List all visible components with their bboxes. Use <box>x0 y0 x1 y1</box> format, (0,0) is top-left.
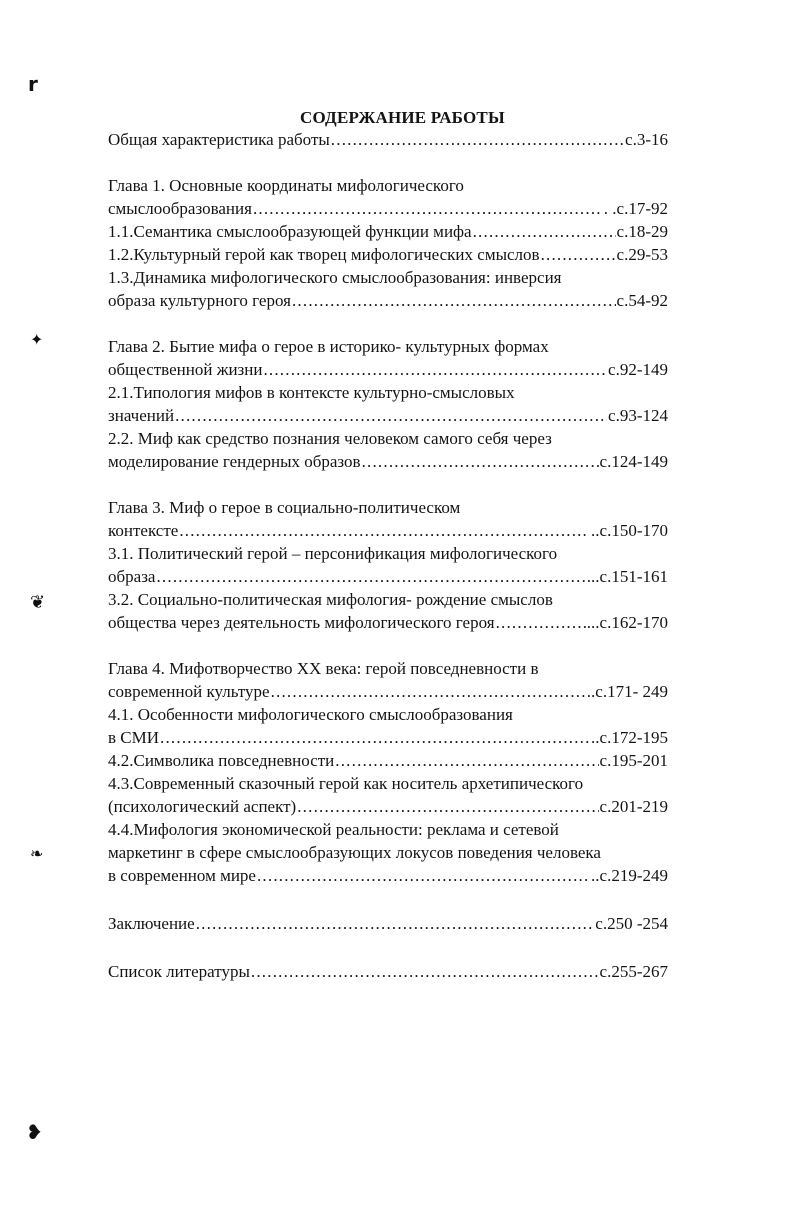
toc-entry-text: общественной жизни <box>108 360 263 379</box>
table-of-contents <box>108 128 668 983</box>
leader-dots <box>297 795 598 818</box>
scan-mark-1: r <box>28 72 38 96</box>
leader-dots <box>253 197 603 220</box>
toc-entry-text: моделирование гендерных образов <box>108 452 361 471</box>
leader-dots <box>362 450 599 473</box>
leader-dots <box>331 128 624 151</box>
toc-entry-text: 3.1. Политический герой – персонификация мифологического <box>108 544 558 563</box>
toc-entry-text: Глава 2. Бытие мифа о герое в историко- культурных формах <box>108 337 549 356</box>
toc-entry-section-1-3 <box>108 266 668 312</box>
leader-dots <box>160 726 590 749</box>
toc-entry-text: Заключение <box>108 914 195 933</box>
page-ref: с.18-29 <box>616 222 668 241</box>
leader-dots <box>271 680 586 703</box>
page-ref: с.93-124 <box>608 406 668 425</box>
toc-entry-text: современной культуре <box>108 682 270 701</box>
toc-entry-text: 1.2.Культурный герой как творец мифологических смыслов <box>108 245 540 264</box>
scan-mark-3: ❦ <box>30 592 46 613</box>
toc-entry-text: значений <box>108 406 175 425</box>
leader-dots <box>335 749 598 772</box>
toc-entry-text: 4.3.Современный сказочный герой как носитель архетипического <box>108 774 584 793</box>
toc-entry-section-1-1 <box>108 220 668 243</box>
toc-entry-bibliography <box>108 960 668 983</box>
toc-entry-section-4-4 <box>108 818 668 887</box>
leader-dots <box>175 404 607 427</box>
toc-entry-text: в СМИ <box>108 728 160 747</box>
toc-entry-text: Список литературы <box>108 962 250 981</box>
toc-entry-text: 2.2. Миф как средство познания человеком самого себя через <box>108 429 552 448</box>
toc-entry-section-3-2 <box>108 588 668 634</box>
page-ref: ..с.219-249 <box>591 866 668 885</box>
page-ref: с.54-92 <box>616 291 668 310</box>
toc-entry-chapter-3 <box>108 496 668 542</box>
leader-dots <box>263 358 607 381</box>
toc-entry-section-4-1 <box>108 703 668 749</box>
leader-dots <box>257 864 590 887</box>
page-ref: . .с.17-92 <box>603 199 668 218</box>
toc-entry-section-3-1 <box>108 542 668 588</box>
page-ref: с.92-149 <box>608 360 668 379</box>
toc-entry-text: 1.1.Семантика смыслообразующей функции мифа <box>108 222 472 241</box>
toc-entry-text: 4.2.Символика повседневности <box>108 751 335 770</box>
page-title: СОДЕРЖАНИЕ РАБОТЫ <box>300 108 505 127</box>
toc-entry-section-4-2 <box>108 749 668 772</box>
toc-entry-section-1-2 <box>108 243 668 266</box>
toc-entry-section-4-3 <box>108 772 668 818</box>
toc-entry-text: Глава 1. Основные координаты мифологического <box>108 176 464 195</box>
leader-dots <box>292 289 616 312</box>
toc-entry-text: Глава 4. Мифотворчество XX века: герой повседневности в <box>108 659 539 678</box>
leader-dots <box>251 960 599 983</box>
toc-entry-text: в современном мире <box>108 866 256 885</box>
leader-dots <box>156 565 585 588</box>
toc-entry-text: 4.4.Мифология экономической реальности: реклама и сетевой <box>108 820 559 839</box>
toc-entry-chapter-1 <box>108 174 668 220</box>
page-ref: с.201-219 <box>599 797 668 816</box>
page-ref: с.124-149 <box>599 452 668 471</box>
scan-mark-5: ❥ <box>26 1120 43 1144</box>
toc-entry-section-2-2 <box>108 427 668 473</box>
toc-entry-section-2-1 <box>108 381 668 427</box>
toc-entry-text: 3.2. Социально-политическая мифология- рождение смыслов <box>108 590 553 609</box>
page-ref: с.3-16 <box>625 130 668 149</box>
toc-entry-text: контексте <box>108 521 179 540</box>
toc-entry-text: Общая характеристика работы <box>108 130 330 149</box>
page-ref: с.250 -254 <box>595 914 668 933</box>
toc-entry-text: (психологический аспект) <box>108 797 297 816</box>
toc-entry-text: Глава 3. Миф о герое в социально-политическом <box>108 498 461 517</box>
leader-dots <box>196 912 595 935</box>
page-ref: . ..с.150-170 <box>582 521 668 540</box>
toc-entry-chapter-2 <box>108 335 668 381</box>
page-ref: ..с.171- 249 <box>586 682 668 701</box>
toc-entry-text: 2.1.Типология мифов в контексте культурно-смысловых <box>108 383 515 402</box>
toc-entry-text: 1.3.Динамика мифологического смыслообразования: инверсия <box>108 268 562 287</box>
toc-entry-text: общества через деятельность мифологического героя <box>108 613 495 632</box>
leader-dots <box>496 611 586 634</box>
leader-dots <box>473 220 616 243</box>
toc-entry-conclusion <box>108 912 668 935</box>
toc-entry-text: смыслообразования <box>108 199 252 218</box>
toc-entry-text: маркетинг в сфере смыслообразующих локусов поведения человека <box>108 843 601 862</box>
page-ref: ..с.172-195 <box>591 728 668 747</box>
page-ref: ...с.151-161 <box>586 567 668 586</box>
toc-entry-text: образа <box>108 567 156 586</box>
leader-dots <box>179 519 581 542</box>
page-ref: с.195-201 <box>599 751 668 770</box>
page-ref: с.255-267 <box>599 962 668 981</box>
toc-entry-chapter-4 <box>108 657 668 703</box>
toc-entry-text: 4.1. Особенности мифологического смыслообразования <box>108 705 513 724</box>
page-ref: ...с.162-170 <box>586 613 668 632</box>
page-ref: с.29-53 <box>616 245 668 264</box>
scan-mark-4: ❧ <box>30 844 44 863</box>
scan-mark-2: ✦ <box>30 330 44 349</box>
toc-entry-text: образа культурного героя <box>108 291 291 310</box>
leader-dots <box>541 243 616 266</box>
toc-entry-overview <box>108 128 668 151</box>
